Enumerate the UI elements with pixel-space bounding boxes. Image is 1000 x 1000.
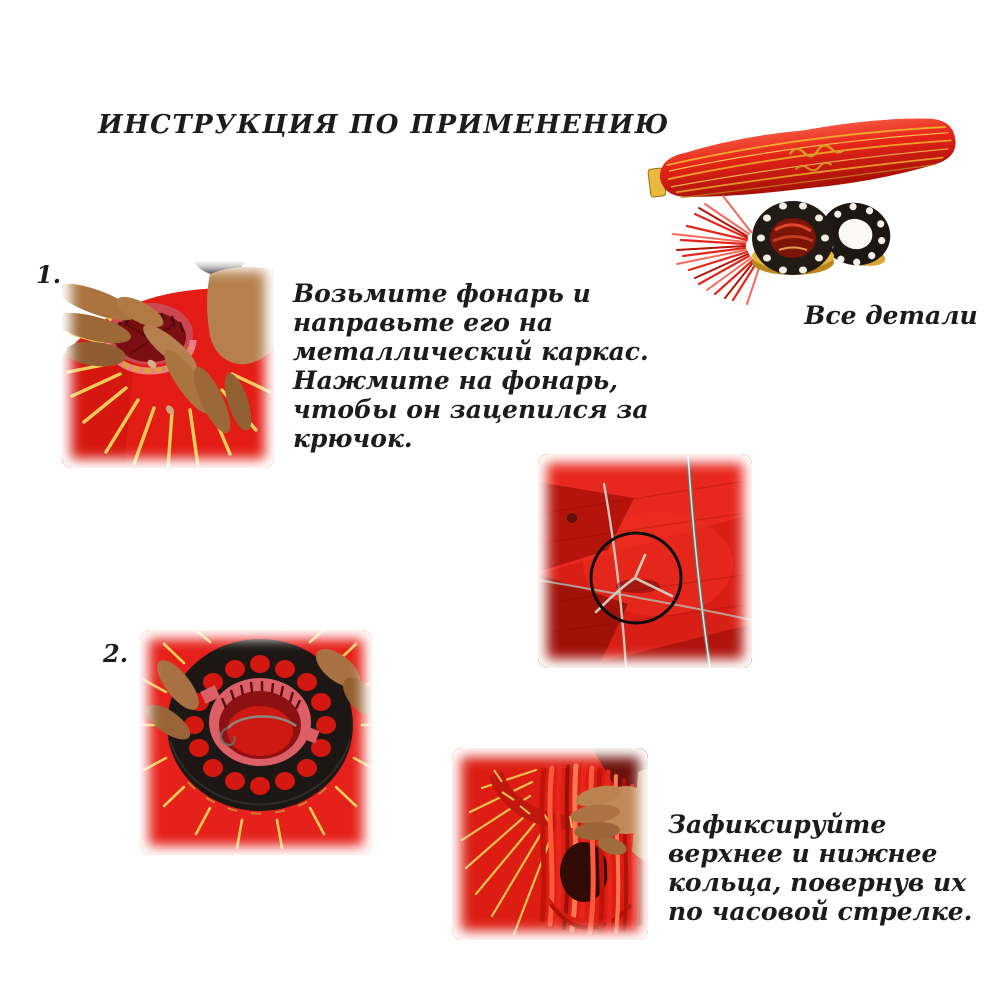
instruction-line: верхнее и нижнее <box>668 839 938 868</box>
step1-number: 1. <box>36 260 62 289</box>
instruction-line: направьте его на <box>293 308 554 337</box>
lantern-parts-illustration <box>643 110 973 305</box>
step1-photo <box>62 262 274 468</box>
parts-caption: Все детали <box>804 301 978 330</box>
instruction-line: чтобы он зацепился за <box>293 395 649 424</box>
lantern-ring-front <box>752 201 834 275</box>
instruction-line: Нажмите на фонарь, <box>293 366 618 395</box>
all-parts-photo <box>643 110 973 305</box>
hand-holding-tassel-illustration <box>452 748 648 940</box>
hook-detail-illustration <box>538 454 752 668</box>
fringe-bundle <box>673 196 761 304</box>
folded-lantern <box>645 111 959 208</box>
hook-closeup-photo <box>538 454 752 668</box>
instruction-line: Возьмите фонарь и <box>293 279 591 308</box>
page-title: ИНСТРУКЦИЯ ПО ПРИМЕНЕНИЮ <box>98 110 670 140</box>
instruction-line: крючок. <box>293 424 413 453</box>
step2-number: 2. <box>103 639 129 668</box>
instruction-line: кольца, повернув их <box>668 868 967 897</box>
tassel-photo <box>452 748 648 940</box>
hands-pressing-lantern-illustration <box>62 262 274 468</box>
ring-fastening-illustration <box>140 630 372 855</box>
instruction-line: Зафиксируйте <box>668 810 887 839</box>
step1-instructions <box>293 279 649 453</box>
step2-photo <box>140 630 372 855</box>
step2-instructions <box>668 810 972 926</box>
instruction-line: металлический каркас. <box>293 337 649 366</box>
instruction-line: по часовой стрелке. <box>668 897 973 926</box>
